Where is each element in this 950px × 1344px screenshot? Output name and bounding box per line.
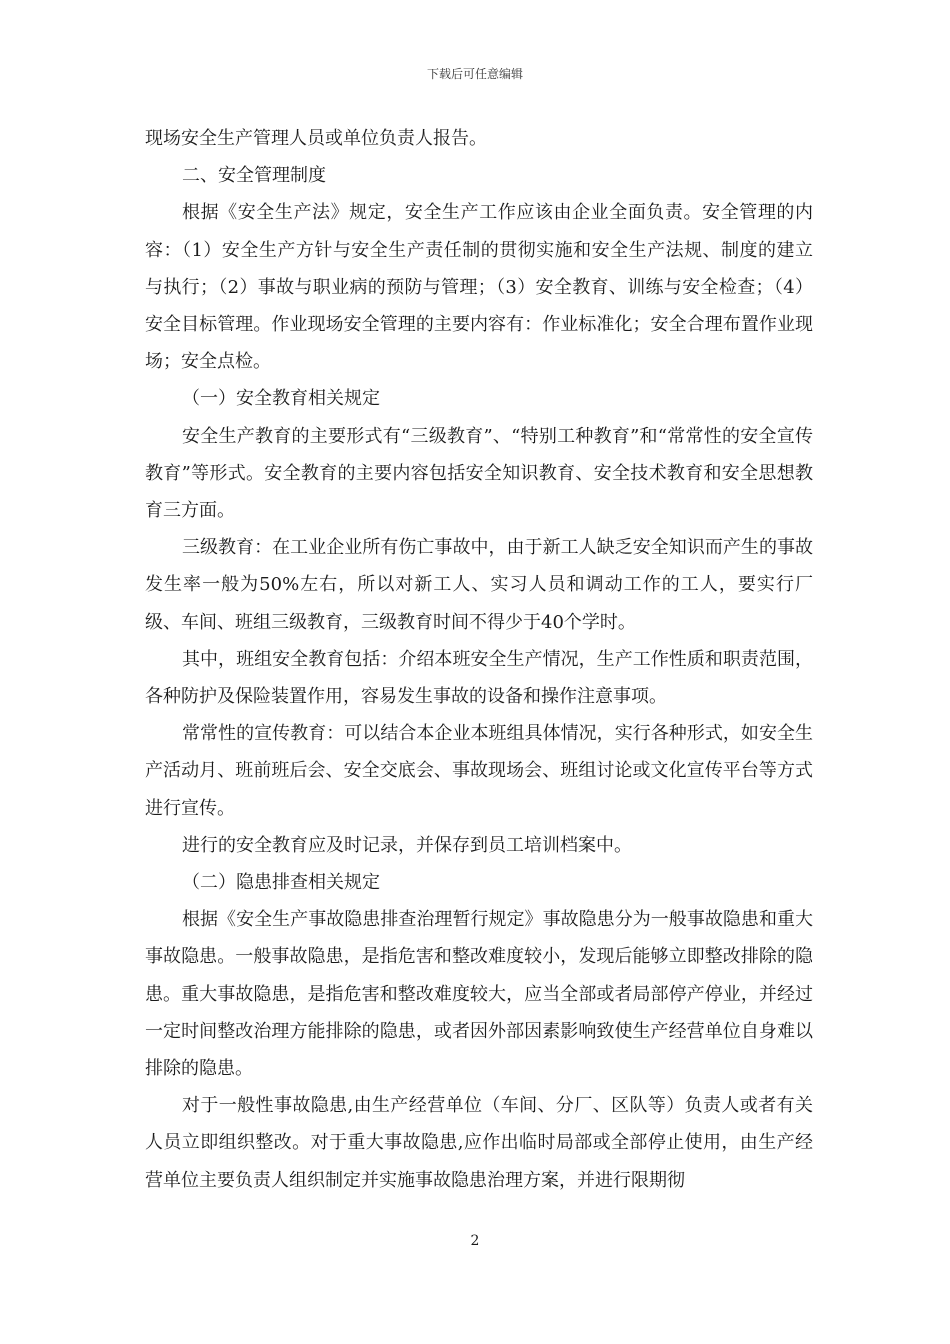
paragraph-11: 根据《安全生产事故隐患排查治理暂行规定》事故隐患分为一般事故隐患和重大事故隐患。一般事故隐患，是指危害和整改难度较小，发现后能够立即整改排除的隐患。重大事故隐患，是指危害和整改难度较大，应当全部或者局部停产停业，并经过一定时间整改治理方能排除的隐患，或者因外部因素影响致使生产经营单位自身难以排除的隐患。 <box>145 909 813 1080</box>
paragraph-9: 进行的安全教育应及时记录，并保存到员工培训档案中。 <box>182 834 632 856</box>
section-heading-safety-management: 二、安全管理制度 <box>182 165 326 187</box>
subsection-heading-safety-education: （一）安全教育相关规定 <box>182 388 380 410</box>
page-header: 下载后可任意编辑 <box>426 67 523 81</box>
paragraph-6: 三级教育：在工业企业所有伤亡事故中，由于新工人缺乏安全知识而产生的事故发生率一般为50%左右，所以对新工人、实习人员和调动工作的工人，要实行厂级、车间、班组三级教育，三级教育时间不得少于40个学时。 <box>145 537 813 633</box>
page-number: 2 <box>470 1233 480 1249</box>
paragraph-1: 现场安全生产管理人员或单位负责人报告。 <box>145 128 487 149</box>
paragraph-5: 安全生产教育的主要形式有“三级教育”、“特别工种教育”和“常常性的安全宣传教育”等形式。安全教育的主要内容包括安全知识教育、安全技术教育和安全思想教育三方面。 <box>145 425 813 522</box>
paragraph-7: 其中，班组安全教育包括：介绍本班安全生产情况，生产工作性质和职责范围，各种防护及保险装置作用，容易发生事故的设备和操作注意事项。 <box>145 648 813 708</box>
paragraph-3: 根据《安全生产法》规定，安全生产工作应该由企业全面负责。安全管理的内容：（1）安全生产方针与安全生产责任制的贯彻实施和安全生产法规、制度的建立与执行；（2）事故与职业病的预防与管理；（3）安全教育、训练与安全检查；（4）安全目标管理。作业现场安全管理的主要内容有：作业标准化；安全合理布置作业现场；安全点检。 <box>145 202 813 373</box>
document-body <box>145 120 813 1199</box>
subsection-heading-hazard-inspection: （二）隐患排查相关规定 <box>182 872 380 894</box>
paragraph-12: 对于一般性事故隐患,由生产经营单位（车间、分厂、区队等）负责人或者有关人员立即组织整改。对于重大事故隐患,应作出临时局部或全部停止使用，由生产经营单位主要负责人组织制定并实施事故隐患治理方案，并进行限期彻 <box>145 1095 813 1191</box>
paragraph-8: 常常性的宣传教育：可以结合本企业本班组具体情况，实行各种形式，如安全生产活动月、班前班后会、安全交底会、事故现场会、班组讨论或文化宣传平台等方式进行宣传。 <box>145 723 813 819</box>
